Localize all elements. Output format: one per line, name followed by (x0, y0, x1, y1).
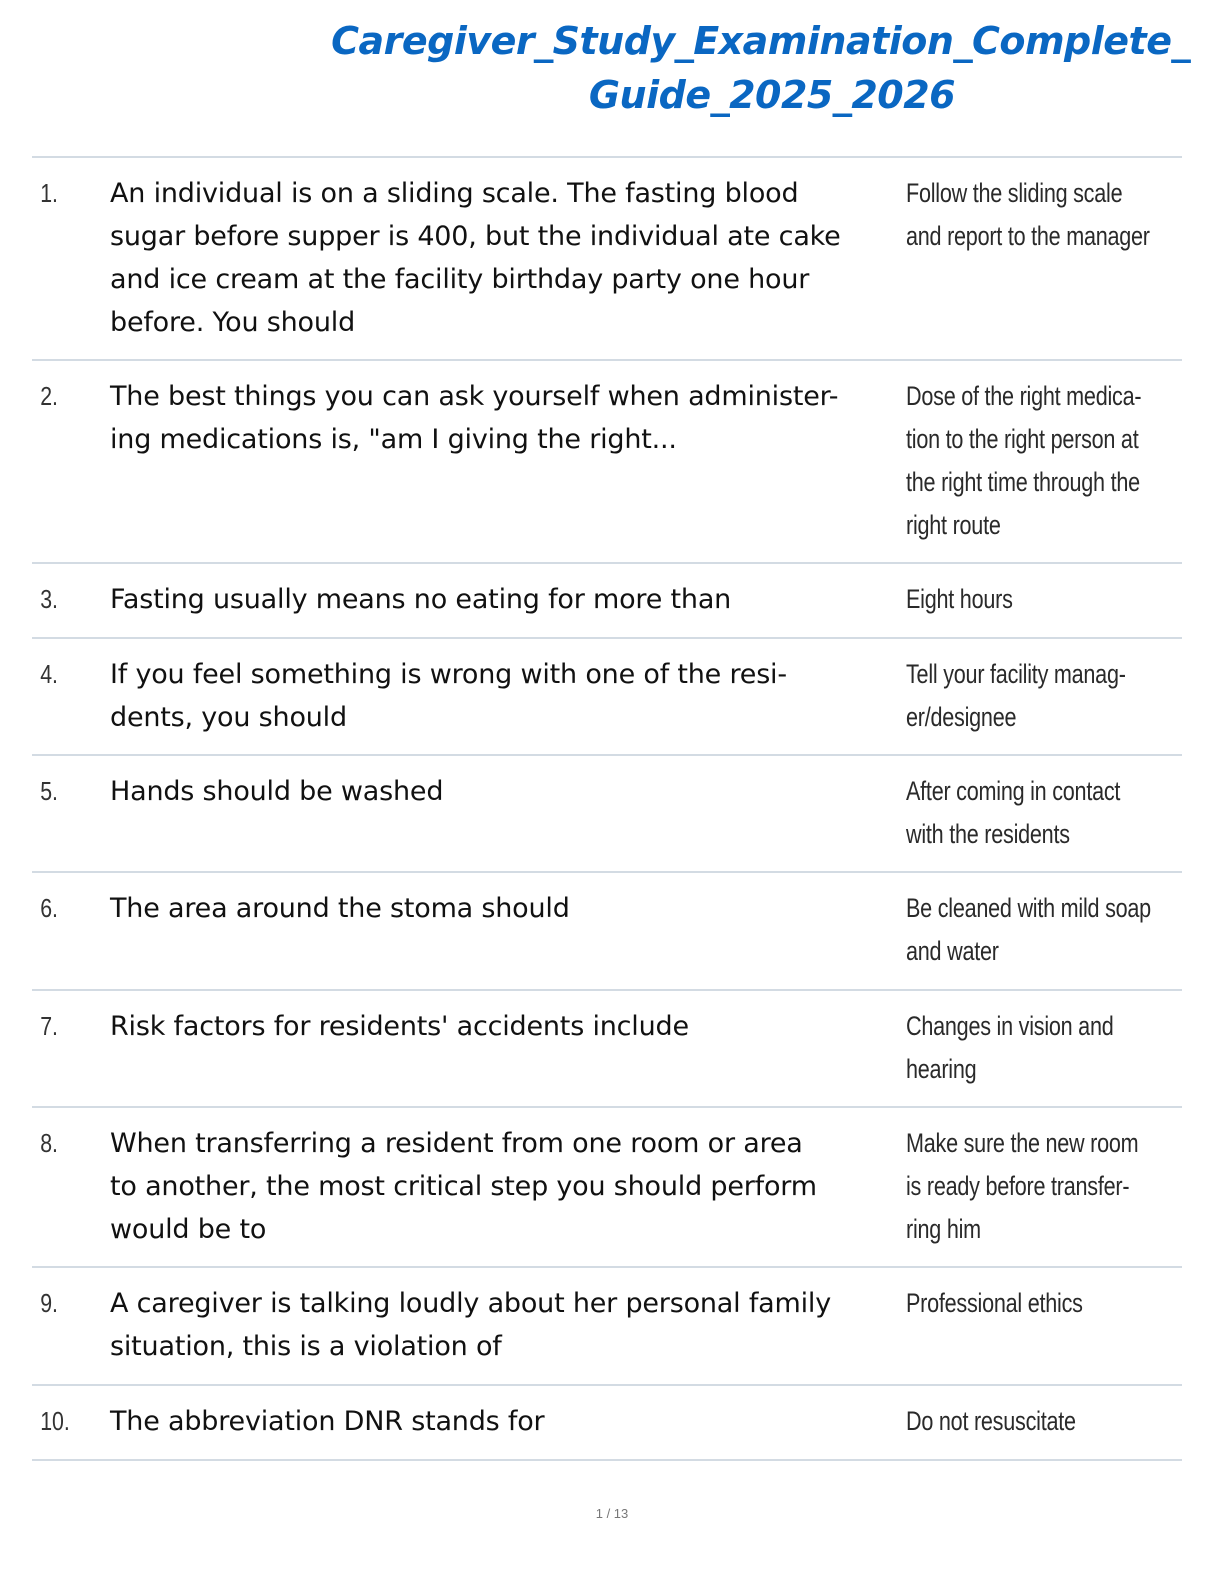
question-line: before. You should (110, 307, 356, 338)
answer-line: Follow the sliding scale (906, 178, 1123, 208)
question-line: sugar before supper is 400, but the individual ate cake (110, 221, 841, 252)
answer-line: the right time through the (906, 467, 1140, 497)
question-line: If you feel something is wrong with one of the resi- (110, 659, 787, 690)
question-line: The area around the stoma should (110, 893, 570, 924)
answer-text (906, 1005, 1127, 1091)
answer-line: Dose of the right medica- (906, 381, 1142, 411)
question-line: dents, you should (110, 702, 347, 733)
question-text (110, 770, 906, 813)
answer-line: Eight hours (906, 584, 1013, 614)
answer-line: Be cleaned with mild soap (906, 893, 1151, 923)
qa-row-2 (32, 361, 1182, 564)
question-text (110, 1400, 906, 1443)
qa-row-7 (32, 991, 1182, 1108)
question-line: The best things you can ask yourself when administer- (110, 381, 839, 412)
item-number: 8. (40, 1128, 58, 1158)
question-line: Hands should be washed (110, 776, 444, 807)
qa-row-8 (32, 1108, 1182, 1268)
question-text (110, 1005, 906, 1048)
question-line: A caregiver is talking loudly about her personal family (110, 1288, 831, 1319)
answer-text (906, 887, 1151, 973)
question-line: An individual is on a sliding scale. The fasting blood (110, 178, 799, 209)
item-number: 5. (40, 776, 58, 806)
document-title-line-1: Caregiver_Study_Examination_Complete_ (331, 19, 1190, 63)
answer-line: Do not resuscitate (906, 1406, 1076, 1436)
answer-text (906, 1400, 1127, 1443)
answer-line: hearing (906, 1054, 977, 1084)
item-number: 2. (40, 381, 58, 411)
question-line: The abbreviation DNR stands for (110, 1406, 545, 1437)
question-text (110, 653, 906, 739)
qa-row-3 (32, 564, 1182, 639)
answer-line: Professional ethics (906, 1288, 1083, 1318)
item-number: 3. (40, 584, 58, 614)
qa-row-9 (32, 1268, 1182, 1386)
answer-text (906, 770, 1127, 856)
question-text (110, 1282, 906, 1368)
qa-row-5 (32, 756, 1182, 873)
answer-line: and report to the manager (906, 221, 1150, 251)
item-number: 10. (40, 1406, 70, 1436)
answer-text (906, 375, 1141, 547)
answer-line: er/designee (906, 702, 1017, 732)
question-text (110, 172, 906, 344)
answer-line: After coming in contact (906, 776, 1121, 806)
question-line: to another, the most critical step you should perform (110, 1171, 817, 1202)
answer-line: tion to the right person at (906, 424, 1139, 454)
answer-text (906, 578, 1127, 621)
qa-row-6 (32, 873, 1182, 991)
item-number: 6. (40, 893, 58, 923)
question-line: Fasting usually means no eating for more than (110, 584, 732, 615)
question-line: Risk factors for residents' accidents include (110, 1011, 689, 1042)
question-line: situation, this is a violation of (110, 1331, 502, 1362)
item-number: 4. (40, 659, 58, 689)
qa-row-10 (32, 1386, 1182, 1461)
answer-line: Changes in vision and (906, 1011, 1114, 1041)
document-title-line-2: Guide_2025_2026 (588, 73, 956, 117)
answer-line: right route (906, 510, 1001, 540)
page-indicator: 1 / 13 (595, 1506, 629, 1521)
question-line: When transferring a resident from one room or area (110, 1128, 803, 1159)
question-text (110, 578, 906, 621)
question-line: would be to (110, 1214, 267, 1245)
qa-row-1 (32, 158, 1182, 361)
answer-text (906, 1122, 1138, 1251)
item-number: 1. (40, 178, 58, 208)
answer-line: and water (906, 936, 999, 966)
qa-row-4 (32, 639, 1182, 756)
question-line: ing medications is, "am I giving the right... (110, 424, 677, 455)
answer-line: is ready before transfer- (906, 1171, 1130, 1201)
question-text (110, 1122, 906, 1251)
answer-line: ring him (906, 1214, 981, 1244)
question-line: and ice cream at the facility birthday party one hour (110, 264, 810, 295)
answer-line: Tell your facility manag- (906, 659, 1126, 689)
answer-text (906, 172, 1150, 258)
answer-line: Make sure the new room (906, 1128, 1139, 1158)
document-title (300, 14, 1224, 122)
question-text (110, 887, 906, 930)
answer-line: with the residents (906, 819, 1070, 849)
answer-text (906, 1282, 1127, 1325)
qa-table (32, 156, 1182, 1461)
answer-text (906, 653, 1127, 739)
question-text (110, 375, 906, 461)
item-number: 7. (40, 1011, 58, 1041)
item-number: 9. (40, 1288, 58, 1318)
